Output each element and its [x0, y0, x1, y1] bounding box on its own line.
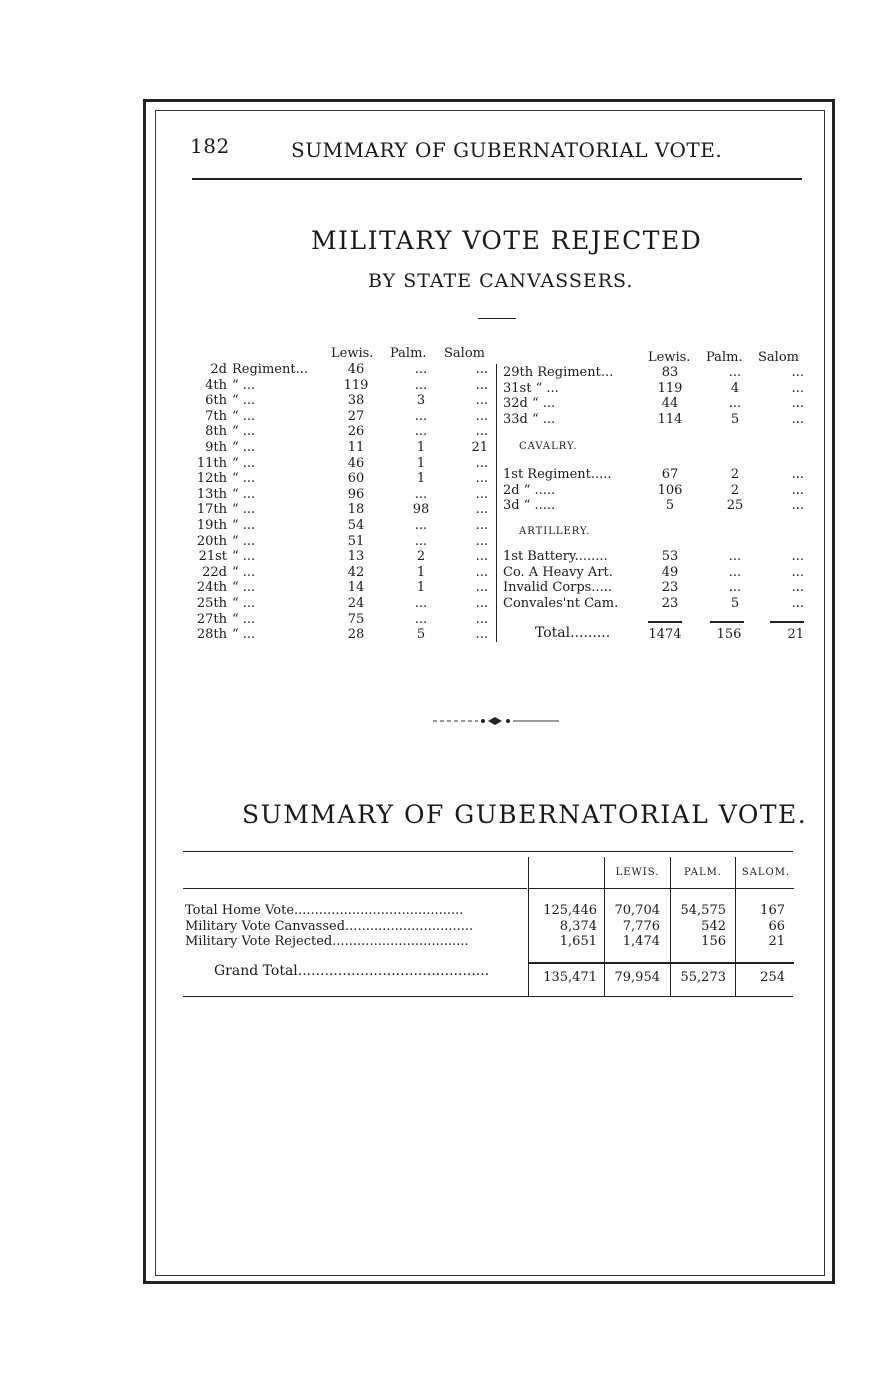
left-row-lewis: 24 — [347, 596, 365, 611]
left-row-palm: ... — [414, 377, 428, 393]
artillery-row-salom: ... — [791, 580, 804, 596]
left-row-label: “ ... — [232, 471, 256, 487]
summary-top-rule — [183, 851, 793, 852]
right-col-salom: Salom — [758, 350, 799, 365]
column-divider — [496, 364, 497, 642]
summary-col-lewis: LEWIS. — [615, 867, 660, 878]
left-row-unit: 12th — [196, 471, 227, 487]
total-rule-palm — [710, 621, 744, 623]
summary-row-label: Military Vote Rejected................................. — [185, 934, 469, 949]
grand-total-total: 135,471 — [543, 970, 597, 985]
left-row-palm: ... — [414, 596, 428, 611]
summary-vline-2 — [604, 857, 605, 997]
left-row-label: “ ... — [232, 377, 256, 393]
left-row-salom: ... — [475, 393, 488, 409]
right-regiment-row-salom: ... — [791, 365, 804, 380]
total-rule-salom — [770, 621, 804, 623]
summary-row-salom: 66 — [768, 918, 785, 934]
left-row-lewis: 60 — [347, 471, 365, 487]
summary-row-palm: 156 — [701, 934, 726, 949]
total-salom: 21 — [787, 627, 804, 642]
left-row-palm: ... — [414, 408, 428, 424]
right-regiment-row-lewis: 83 — [661, 365, 679, 380]
artillery-row-label: Invalid Corps..... — [503, 580, 613, 596]
summary-row-label: Military Vote Canvassed............................... — [185, 918, 474, 934]
left-row-lewis: 13 — [347, 549, 365, 565]
artillery-row-lewis: 23 — [661, 580, 679, 596]
left-row-label: “ ... — [232, 408, 256, 424]
left-row-label: “ ... — [232, 549, 256, 565]
cavalry-row-lewis: 106 — [657, 482, 683, 498]
left-row-label: “ ... — [232, 502, 256, 518]
left-row-label: “ ... — [232, 455, 256, 471]
page-number: 182 — [190, 134, 230, 158]
summary-row-palm: 54,575 — [680, 903, 726, 918]
left-row-lewis: 46 — [347, 362, 365, 377]
right-col-lewis: Lewis. — [648, 350, 691, 365]
left-row-salom: 21 — [471, 440, 488, 455]
left-col-palm: Palm. — [390, 346, 427, 361]
left-row-salom: ... — [475, 362, 488, 377]
left-row-lewis: 75 — [347, 611, 365, 627]
left-row-label: Regiment... — [232, 362, 308, 377]
left-row-unit: 4th — [205, 377, 227, 393]
left-col-salom: Salom — [444, 346, 485, 361]
left-row-unit: 20th — [196, 533, 227, 549]
summary-total-rule — [528, 962, 794, 964]
grand-total-salom: 254 — [760, 970, 785, 985]
left-row-lewis: 38 — [347, 393, 365, 409]
cavalry-row-lewis: 5 — [665, 498, 675, 514]
cavalry-row-lewis: 67 — [661, 467, 679, 482]
total-palm: 156 — [716, 627, 742, 642]
left-row-lewis: 96 — [347, 486, 365, 502]
total-rule-lewis — [648, 621, 682, 623]
left-row-salom: ... — [475, 518, 488, 533]
cavalry-row-salom: ... — [791, 482, 804, 498]
left-row-lewis: 27 — [347, 408, 365, 424]
summary-row-lewis: 70,704 — [614, 903, 660, 918]
left-row-salom: ... — [475, 611, 488, 627]
cavalry-row-palm: 25 — [726, 498, 744, 514]
left-row-unit: 7th — [205, 408, 227, 424]
left-row-salom: ... — [475, 596, 488, 611]
left-row-unit: 27th — [196, 611, 227, 627]
left-row-palm: 3 — [416, 393, 426, 409]
right-regiment-row-salom: ... — [791, 380, 804, 396]
left-row-salom: ... — [475, 627, 488, 643]
right-regiment-row-lewis: 119 — [657, 380, 683, 396]
right-regiment-row-lewis: 114 — [657, 411, 683, 427]
left-row-unit: 2d — [210, 362, 227, 377]
artillery-row-lewis: 53 — [661, 549, 679, 564]
total-lewis: 1474 — [648, 627, 682, 642]
cavalry-row-salom: ... — [791, 498, 804, 514]
left-row-lewis: 26 — [347, 424, 365, 440]
summary-row-palm: 542 — [701, 918, 726, 934]
left-row-salom: ... — [475, 377, 488, 393]
cavalry-heading: CAVALRY. — [519, 441, 578, 452]
left-row-lewis: 14 — [347, 580, 365, 596]
artillery-row-label: Co. A Heavy Art. — [503, 564, 613, 580]
summary-bottom-rule — [183, 996, 793, 997]
artillery-row-palm: 5 — [730, 595, 740, 611]
summary-col-palm: PALM. — [683, 867, 723, 878]
cavalry-row-label: 2d “ ..... — [503, 482, 556, 498]
cavalry-row-label: 3d “ ..... — [503, 498, 556, 514]
artillery-row-salom: ... — [791, 549, 804, 564]
left-row-salom: ... — [475, 455, 488, 471]
ornament-divider — [433, 714, 559, 728]
left-row-unit: 9th — [205, 440, 227, 455]
left-row-label: “ ... — [232, 518, 256, 533]
left-row-label: “ ... — [232, 393, 256, 409]
right-col-palm: Palm. — [706, 350, 743, 365]
artillery-row-palm: ... — [728, 549, 742, 564]
left-row-palm: ... — [414, 424, 428, 440]
left-row-lewis: 11 — [347, 440, 365, 455]
running-title: SUMMARY OF GUBERNATORIAL VOTE. — [291, 138, 723, 162]
left-row-unit: 24th — [196, 580, 227, 596]
military-title: MILITARY VOTE REJECTED — [311, 226, 703, 255]
left-row-label: “ ... — [232, 627, 256, 643]
cavalry-row-salom: ... — [791, 467, 804, 482]
left-row-salom: ... — [475, 486, 488, 502]
left-row-label: “ ... — [232, 580, 256, 596]
left-row-unit: 21st — [198, 549, 227, 565]
left-row-label: “ ... — [232, 424, 256, 440]
left-row-label: “ ... — [232, 533, 256, 549]
left-row-label: “ ... — [232, 596, 256, 611]
left-row-salom: ... — [475, 408, 488, 424]
artillery-row-label: 1st Battery........ — [503, 549, 608, 564]
left-row-unit: 22d — [202, 564, 227, 580]
left-row-label: “ ... — [232, 564, 256, 580]
right-regiment-row-label: 31st “ ... — [503, 380, 559, 396]
right-regiment-row-label: 33d “ ... — [503, 411, 556, 427]
left-row-salom: ... — [475, 533, 488, 549]
artillery-row-salom: ... — [791, 595, 804, 611]
left-row-unit: 28th — [196, 627, 227, 643]
grand-total-palm: 55,273 — [680, 970, 726, 985]
summary-vline-4 — [735, 857, 736, 997]
summary-label-rule — [183, 888, 527, 889]
left-row-salom: ... — [475, 564, 488, 580]
left-row-palm: 98 — [412, 502, 430, 518]
left-row-lewis: 119 — [343, 377, 369, 393]
artillery-heading: ARTILLERY. — [519, 526, 591, 537]
artillery-row-lewis: 23 — [661, 595, 679, 611]
summary-col-salom: SALOM. — [741, 867, 791, 878]
summary-row-label: Total Home Vote......................................... — [185, 903, 464, 918]
left-row-label: “ ... — [232, 440, 256, 455]
left-row-salom: ... — [475, 424, 488, 440]
grand-total-lewis: 79,954 — [614, 970, 660, 985]
cavalry-row-palm: 2 — [730, 482, 740, 498]
left-row-lewis: 54 — [347, 518, 365, 533]
left-row-palm: 5 — [416, 627, 426, 643]
left-row-palm: 1 — [416, 471, 426, 487]
right-regiment-row-label: 32d “ ... — [503, 396, 556, 412]
left-row-unit: 19th — [196, 518, 227, 533]
left-row-unit: 13th — [196, 486, 227, 502]
left-row-lewis: 46 — [347, 455, 365, 471]
left-row-salom: ... — [475, 580, 488, 596]
right-regiment-row-palm: ... — [728, 396, 742, 412]
artillery-row-label: Convales'nt Cam. — [503, 595, 619, 611]
left-row-palm: ... — [414, 611, 428, 627]
left-row-salom: ... — [475, 549, 488, 565]
summary-row-total: 125,446 — [543, 903, 597, 918]
summary-row-total: 8,374 — [559, 918, 597, 934]
right-regiment-row-palm: ... — [728, 365, 742, 380]
summary-row-lewis: 1,474 — [622, 934, 660, 949]
artillery-row-lewis: 49 — [661, 564, 679, 580]
right-regiment-row-lewis: 44 — [661, 396, 679, 412]
summary-row-total: 1,651 — [559, 934, 597, 949]
summary-row-salom: 167 — [760, 903, 785, 918]
left-row-palm: ... — [414, 533, 428, 549]
right-regiment-row-palm: 4 — [730, 380, 740, 396]
left-row-palm: 1 — [416, 440, 426, 455]
right-regiment-row-label: 29th Regiment... — [503, 365, 614, 380]
artillery-row-palm: ... — [728, 580, 742, 596]
artillery-row-salom: ... — [791, 564, 804, 580]
cavalry-row-label: 1st Regiment..... — [503, 467, 612, 482]
left-row-unit: 6th — [205, 393, 227, 409]
left-row-lewis: 28 — [347, 627, 365, 643]
left-row-salom: ... — [475, 471, 488, 487]
left-row-lewis: 51 — [347, 533, 365, 549]
left-row-palm: ... — [414, 518, 428, 533]
left-row-unit: 11th — [196, 455, 227, 471]
summary-row-salom: 21 — [768, 934, 785, 949]
right-regiment-row-salom: ... — [791, 396, 804, 412]
military-subtitle: BY STATE CANVASSERS. — [368, 270, 634, 292]
cavalry-row-palm: 2 — [730, 467, 740, 482]
summary-title: SUMMARY OF GUBERNATORIAL VOTE. — [242, 800, 808, 829]
summary-head-rule — [528, 888, 794, 889]
left-row-unit: 8th — [205, 424, 227, 440]
right-regiment-row-salom: ... — [791, 411, 804, 427]
summary-vline-3 — [670, 857, 671, 997]
left-row-palm: ... — [414, 486, 428, 502]
grand-total-label: Grand Total........................................... — [214, 963, 490, 979]
total-label: Total......... — [535, 625, 611, 641]
artillery-row-palm: ... — [728, 564, 742, 580]
right-regiment-row-palm: 5 — [730, 411, 740, 427]
left-row-palm: 1 — [416, 564, 426, 580]
left-row-palm: 2 — [416, 549, 426, 565]
left-col-lewis: Lewis. — [331, 346, 374, 361]
left-row-label: “ ... — [232, 611, 256, 627]
left-row-unit: 17th — [196, 502, 227, 518]
left-row-lewis: 18 — [347, 502, 365, 518]
left-row-label: “ ... — [232, 486, 256, 502]
left-row-unit: 25th — [196, 596, 227, 611]
left-row-palm: 1 — [416, 580, 426, 596]
header-rule — [192, 178, 802, 180]
short-rule — [478, 318, 516, 319]
summary-row-lewis: 7,776 — [622, 918, 660, 934]
left-row-palm: ... — [414, 362, 428, 377]
summary-vline-1 — [528, 857, 529, 997]
left-row-palm: 1 — [416, 455, 426, 471]
left-row-lewis: 42 — [347, 564, 365, 580]
left-row-salom: ... — [475, 502, 488, 518]
